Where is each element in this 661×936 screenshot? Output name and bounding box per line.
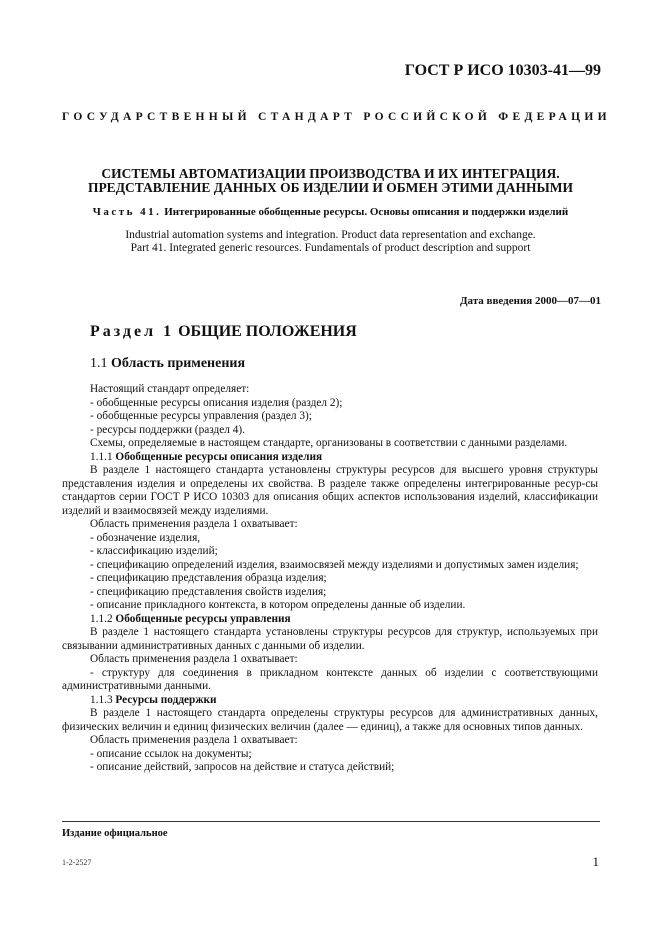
clause-heading-1-1-2 [90, 613, 598, 627]
title-line-2: ПРЕДСТАВЛЕНИЕ ДАННЫХ ОБ ИЗДЕЛИИ И ОБМЕН ЭТИМИ ДАННЫМИ [87, 180, 574, 195]
body-line: Настоящий стандарт определяет: [90, 383, 250, 395]
introduction-date: Дата введения 2000—07—01 [459, 295, 601, 307]
document-code: ГОСТ Р ИСО 10303-41—99 [404, 62, 601, 79]
clause-number: 1.1.2 [90, 612, 113, 625]
body-line: Область применения раздела 1 охватывает: [90, 734, 298, 746]
body-line: - классификацию изделий; [90, 545, 218, 557]
section-heading [90, 323, 357, 341]
body-line: - описание прикладного контекста, в котором определены данные об изделии. [90, 599, 466, 611]
english-title-line-1: Industrial automation systems and integration. Product data representation and exchange. [125, 229, 536, 241]
body-line: - описание ссылок на документы; [90, 747, 252, 760]
footer-divider [62, 821, 600, 822]
clause-number: 1.1.1 [90, 450, 113, 463]
body-line: - ресурсы поддержки (раздел 4). [90, 423, 245, 436]
clause-number: 1.1.3 [90, 693, 113, 706]
body-line: - описание действий, запросов на действие и статуса действий; [90, 761, 395, 773]
subsection-number: 1.1 [90, 356, 108, 371]
page-number: 1 [592, 854, 599, 869]
print-code: 1-2-2527 [62, 858, 92, 867]
edition-label: Издание официальное [62, 828, 168, 839]
body-text [62, 383, 598, 775]
part-title-line [0, 206, 661, 218]
body-paragraph: В разделе 1 настоящего стандарта установлены структуры ресурсов для структур, используемых при связывании административных данных с данными об изделии. [62, 626, 598, 652]
body-line: - обобщенные ресурсы описания изделия (раздел 2); [90, 396, 343, 409]
body-paragraph: В разделе 1 настоящего стандарта определены структуры ресурсов для административных данных, физических величин и единиц физических величин (далее — единиц), а также для основных типов данных. [62, 707, 598, 733]
body-paragraph: В разделе 1 настоящего стандарта установлены структуры ресурсов для высшего уровня структуры представления изделия и определены их свойства. В разделе также определены интегрированные ресур-сы стандартов серии ГОСТ Р ИСО 10303 для описания общих аспектов использования изделий, классификации изделий и взаимосвязей между изделиями. [62, 464, 598, 517]
part-label: Часть 41. [92, 206, 162, 218]
clause-heading-1-1-3 [90, 694, 598, 708]
clause-title: Ресурсы поддержки [115, 693, 217, 706]
body-line: - обозначение изделия, [90, 531, 201, 544]
clause-title: Обобщенные ресурсы управления [115, 612, 291, 625]
body-line: - обобщенные ресурсы управления (раздел 3); [90, 410, 312, 422]
subsection-heading [90, 356, 245, 372]
body-paragraph: - структуру для соединения в прикладном контексте данных об изделии с соответствующими административными данными. [62, 666, 598, 692]
state-standard-heading: ГОСУДАРСТВЕННЫЙ СТАНДАРТ РОССИЙСКОЙ ФЕДЕРАЦИИ [62, 111, 611, 123]
body-line: - спецификацию представления свойств изделия; [90, 585, 327, 598]
part-title: Интегрированные обобщенные ресурсы. Основы описания и поддержки изделий [164, 206, 569, 218]
clause-heading-1-1-1 [90, 451, 598, 465]
section-label: Раздел 1 [90, 323, 175, 340]
title-line-1: СИСТЕМЫ АВТОМАТИЗАЦИИ ПРОИЗВОДСТВА И ИХ ИНТЕГРАЦИЯ. [101, 166, 560, 181]
body-paragraph: Схемы, определяемые в настоящем стандарте, организованы в соответствии с данными разделами. [90, 437, 568, 449]
english-title-line-2: Part 41. Integrated generic resources. Fundamentals of product description and support [130, 242, 531, 254]
clause-title: Обобщенные ресурсы описания изделия [115, 450, 323, 463]
section-title: ОБЩИЕ ПОЛОЖЕНИЯ [178, 323, 357, 340]
body-line: Область применения раздела 1 охватывает: [90, 653, 298, 665]
subsection-title: Область применения [111, 356, 246, 371]
body-line: - спецификацию представления образца изделия; [90, 572, 327, 584]
body-line: Область применения раздела 1 охватывает: [90, 518, 298, 530]
body-paragraph: - спецификацию определений изделия, взаимосвязей между изделиями и допустимых замен изделия; [90, 558, 579, 571]
